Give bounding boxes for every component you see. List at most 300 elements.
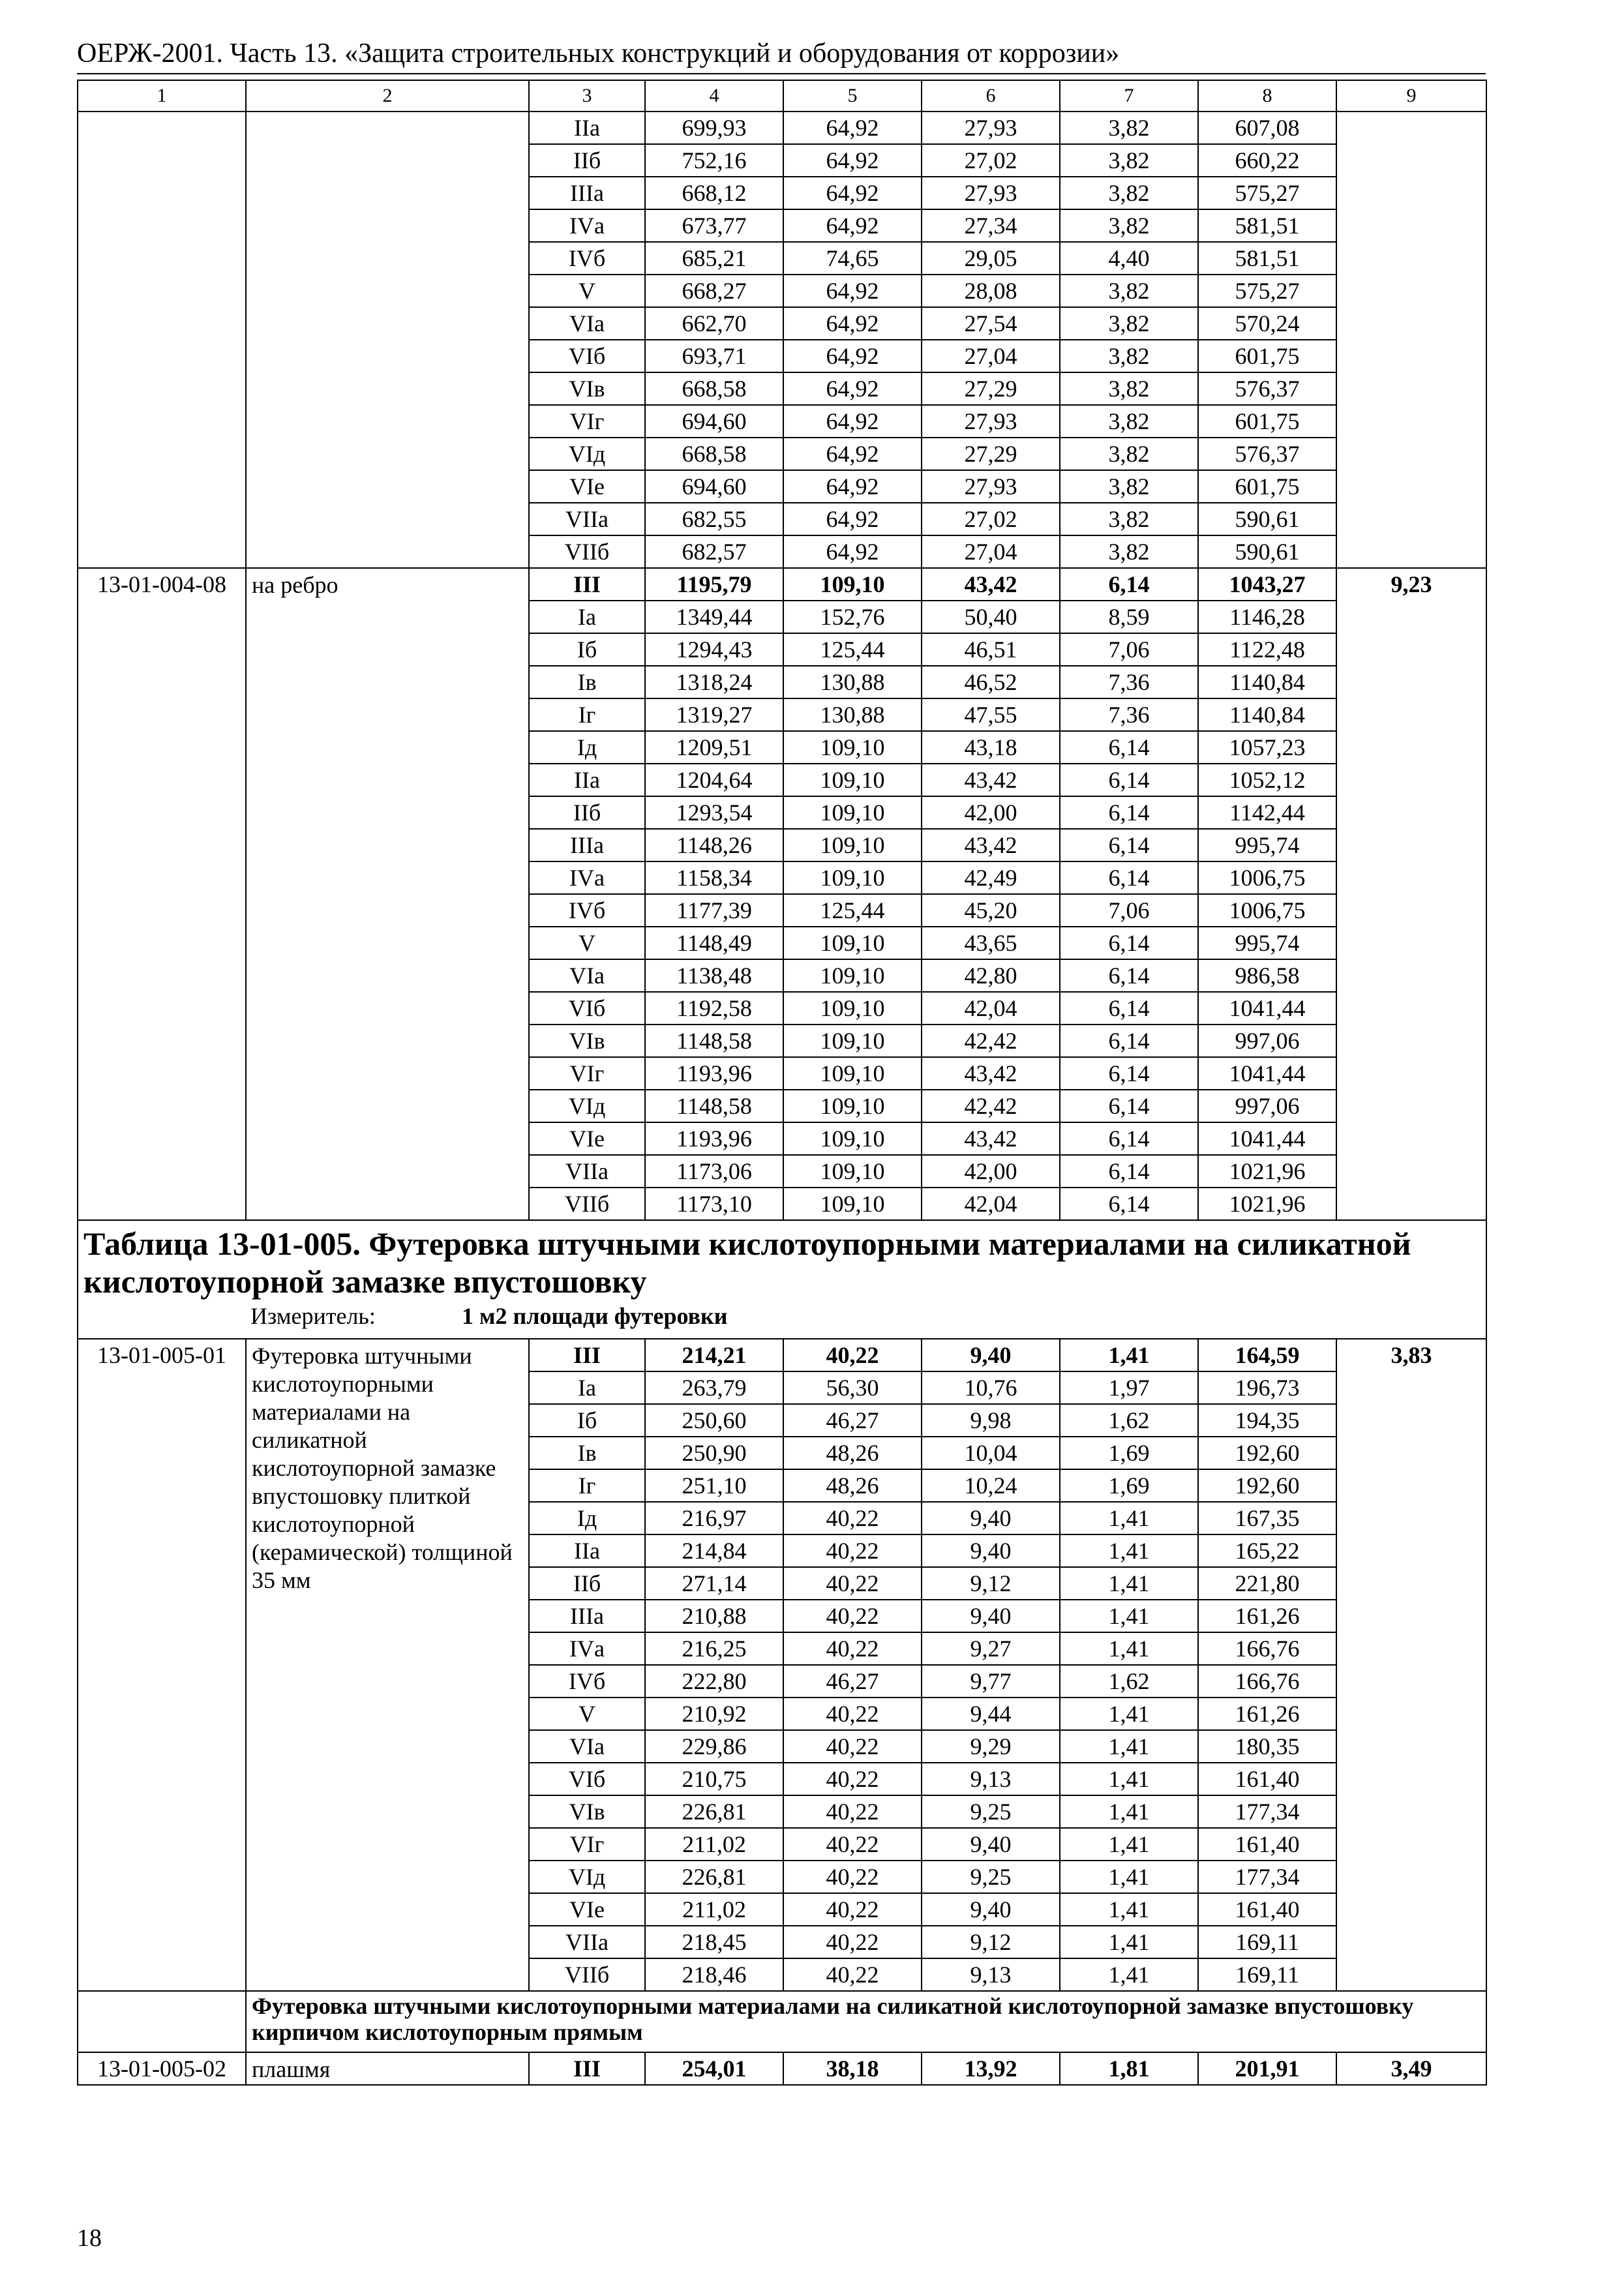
value-cell: 1148,49: [645, 927, 783, 959]
value-cell: 6,14: [1060, 1155, 1198, 1188]
value-cell: 45,20: [922, 894, 1060, 927]
value-cell: 9,40: [922, 1600, 1060, 1632]
value-cell: 1142,44: [1198, 796, 1336, 829]
value-cell: 221,80: [1198, 1567, 1336, 1600]
zone-cell: V: [529, 1698, 645, 1730]
table-title-cell: [78, 1220, 1486, 1339]
value-cell: 1293,54: [645, 796, 783, 829]
value-cell: 1140,84: [1198, 698, 1336, 731]
value-cell: 4,40: [1060, 242, 1198, 275]
zone-cell: IVб: [529, 242, 645, 275]
value-cell: 42,00: [922, 796, 1060, 829]
column-numbers-row: [78, 80, 1486, 112]
value-cell: 694,60: [645, 470, 783, 503]
value-cell: 570,24: [1198, 307, 1336, 340]
value-cell: 40,22: [783, 1926, 922, 1958]
value-cell: 161,26: [1198, 1698, 1336, 1730]
value-cell: 40,22: [783, 1567, 922, 1600]
value-cell: 3,82: [1060, 438, 1198, 470]
column-number: 7: [1060, 80, 1198, 112]
value-cell: 3,82: [1060, 535, 1198, 568]
value-cell: 42,04: [922, 992, 1060, 1025]
value-cell: 192,60: [1198, 1469, 1336, 1502]
value-cell: 43,65: [922, 927, 1060, 959]
value-cell: 9,40: [922, 1893, 1060, 1926]
value-cell: 74,65: [783, 242, 922, 275]
value-cell: 1006,75: [1198, 894, 1336, 927]
value-cell: 8,59: [1060, 601, 1198, 633]
value-cell: 222,80: [645, 1665, 783, 1698]
value-cell: 693,71: [645, 340, 783, 372]
value-cell: 42,42: [922, 1090, 1060, 1122]
zone-cell: VIд: [529, 438, 645, 470]
value-cell: 109,10: [783, 764, 922, 796]
value-cell: 201,91: [1198, 2052, 1336, 2085]
value-cell: 229,86: [645, 1730, 783, 1763]
value-cell: 50,40: [922, 601, 1060, 633]
value-cell: 1041,44: [1198, 1122, 1336, 1155]
value-cell: 214,84: [645, 1534, 783, 1567]
value-cell: 27,54: [922, 307, 1060, 340]
coefficient-cell: [1336, 112, 1486, 568]
value-cell: 64,92: [783, 503, 922, 535]
value-cell: 27,34: [922, 209, 1060, 242]
value-cell: 662,70: [645, 307, 783, 340]
value-cell: 40,22: [783, 1339, 922, 1371]
value-cell: 6,14: [1060, 927, 1198, 959]
value-cell: 263,79: [645, 1371, 783, 1404]
value-cell: 64,92: [783, 112, 922, 144]
value-cell: 1,41: [1060, 1730, 1198, 1763]
value-cell: 1,41: [1060, 1534, 1198, 1567]
value-cell: 7,36: [1060, 666, 1198, 698]
value-cell: 9,29: [922, 1730, 1060, 1763]
table-row: [78, 2052, 1486, 2085]
value-cell: 9,98: [922, 1404, 1060, 1437]
value-cell: 1192,58: [645, 992, 783, 1025]
value-cell: 56,30: [783, 1371, 922, 1404]
value-cell: 169,11: [1198, 1926, 1336, 1958]
value-cell: 6,14: [1060, 992, 1198, 1025]
value-cell: 581,51: [1198, 242, 1336, 275]
value-cell: 109,10: [783, 1155, 922, 1188]
zone-cell: VIг: [529, 1057, 645, 1090]
table-row: [78, 1339, 1486, 1371]
value-cell: 1148,58: [645, 1025, 783, 1057]
zone-cell: VIв: [529, 372, 645, 405]
value-cell: 216,97: [645, 1502, 783, 1534]
value-cell: 1349,44: [645, 601, 783, 633]
value-cell: 1041,44: [1198, 1057, 1336, 1090]
value-cell: 3,82: [1060, 144, 1198, 177]
column-number: 2: [246, 80, 529, 112]
value-cell: 125,44: [783, 633, 922, 666]
value-cell: 6,14: [1060, 1090, 1198, 1122]
value-cell: 64,92: [783, 470, 922, 503]
value-cell: 251,10: [645, 1469, 783, 1502]
value-cell: 27,93: [922, 405, 1060, 438]
value-cell: 1195,79: [645, 568, 783, 601]
value-cell: 3,82: [1060, 503, 1198, 535]
value-cell: 180,35: [1198, 1730, 1336, 1763]
value-cell: 1,41: [1060, 1502, 1198, 1534]
zone-cell: VIб: [529, 1763, 645, 1795]
value-cell: 165,22: [1198, 1534, 1336, 1567]
value-cell: 164,59: [1198, 1339, 1336, 1371]
value-cell: 40,22: [783, 1632, 922, 1665]
value-cell: 161,40: [1198, 1763, 1336, 1795]
value-cell: 109,10: [783, 796, 922, 829]
value-cell: 1193,96: [645, 1122, 783, 1155]
value-cell: 48,26: [783, 1437, 922, 1469]
unit-line: [250, 1302, 1481, 1330]
coefficient-cell: 9,23: [1336, 568, 1486, 1220]
value-cell: 226,81: [645, 1795, 783, 1828]
value-cell: 10,04: [922, 1437, 1060, 1469]
value-cell: 682,57: [645, 535, 783, 568]
zone-cell: IIа: [529, 764, 645, 796]
value-cell: 194,35: [1198, 1404, 1336, 1437]
value-cell: 40,22: [783, 1861, 922, 1893]
value-cell: 668,12: [645, 177, 783, 209]
zone-cell: IVа: [529, 1632, 645, 1665]
value-cell: 109,10: [783, 731, 922, 764]
value-cell: 1177,39: [645, 894, 783, 927]
value-cell: 1,69: [1060, 1469, 1198, 1502]
value-cell: 9,40: [922, 1534, 1060, 1567]
zone-cell: Iв: [529, 666, 645, 698]
value-cell: 660,22: [1198, 144, 1336, 177]
unit-value: 1 м2 площади футеровки: [462, 1303, 728, 1329]
value-cell: 177,34: [1198, 1795, 1336, 1828]
value-cell: 986,58: [1198, 959, 1336, 992]
value-cell: 109,10: [783, 829, 922, 861]
zone-cell: III: [529, 568, 645, 601]
value-cell: 1122,48: [1198, 633, 1336, 666]
value-cell: 1,41: [1060, 1600, 1198, 1632]
document-header: ОЕРЖ-2001. Часть 13. «Защита строительных конструкций и оборудования от коррозии»: [77, 38, 1120, 68]
value-cell: 40,22: [783, 1893, 922, 1926]
value-cell: 1052,12: [1198, 764, 1336, 796]
value-cell: 218,46: [645, 1958, 783, 1991]
value-cell: 607,08: [1198, 112, 1336, 144]
value-cell: 9,13: [922, 1958, 1060, 1991]
column-number: 4: [645, 80, 783, 112]
zone-cell: Iд: [529, 731, 645, 764]
value-cell: 6,14: [1060, 1122, 1198, 1155]
value-cell: 38,18: [783, 2052, 922, 2085]
value-cell: 1,41: [1060, 1861, 1198, 1893]
value-cell: 10,76: [922, 1371, 1060, 1404]
value-cell: 214,21: [645, 1339, 783, 1371]
table-title: Таблица 13-01-005. Футеровка штучными кислотоупорными материалами на силикатной кислотоупорной замазке впустошовку: [83, 1225, 1411, 1300]
value-cell: 997,06: [1198, 1025, 1336, 1057]
value-cell: 211,02: [645, 1828, 783, 1861]
zone-cell: IIIа: [529, 829, 645, 861]
value-cell: 668,27: [645, 275, 783, 307]
value-cell: 40,22: [783, 1730, 922, 1763]
zone-cell: VIд: [529, 1090, 645, 1122]
value-cell: 27,02: [922, 503, 1060, 535]
value-cell: 590,61: [1198, 535, 1336, 568]
value-cell: 27,29: [922, 372, 1060, 405]
value-cell: 9,27: [922, 1632, 1060, 1665]
value-cell: 211,02: [645, 1893, 783, 1926]
value-cell: 6,14: [1060, 764, 1198, 796]
value-cell: 1204,64: [645, 764, 783, 796]
zone-cell: Iд: [529, 1502, 645, 1534]
value-cell: 9,77: [922, 1665, 1060, 1698]
column-number: 9: [1336, 80, 1486, 112]
value-cell: 109,10: [783, 1025, 922, 1057]
value-cell: 109,10: [783, 992, 922, 1025]
zone-cell: VIб: [529, 340, 645, 372]
value-cell: 6,14: [1060, 568, 1198, 601]
zone-cell: VIе: [529, 470, 645, 503]
value-cell: 43,18: [922, 731, 1060, 764]
value-cell: 43,42: [922, 829, 1060, 861]
zone-cell: IIб: [529, 144, 645, 177]
value-cell: 1319,27: [645, 698, 783, 731]
value-cell: 3,82: [1060, 177, 1198, 209]
value-cell: 250,90: [645, 1437, 783, 1469]
value-cell: 1,41: [1060, 1795, 1198, 1828]
zone-cell: III: [529, 1339, 645, 1371]
value-cell: 40,22: [783, 1600, 922, 1632]
value-cell: 1146,28: [1198, 601, 1336, 633]
coefficient-cell: 3,49: [1336, 2052, 1486, 2085]
value-cell: 10,24: [922, 1469, 1060, 1502]
value-cell: 1148,58: [645, 1090, 783, 1122]
value-cell: 40,22: [783, 1795, 922, 1828]
value-cell: 9,44: [922, 1698, 1060, 1730]
value-cell: 1021,96: [1198, 1155, 1336, 1188]
value-cell: 64,92: [783, 275, 922, 307]
value-cell: 42,42: [922, 1025, 1060, 1057]
zone-cell: VIе: [529, 1893, 645, 1926]
value-cell: 27,04: [922, 535, 1060, 568]
zone-cell: VIв: [529, 1025, 645, 1057]
value-cell: 210,88: [645, 1600, 783, 1632]
zone-cell: VIIа: [529, 503, 645, 535]
value-cell: 27,29: [922, 438, 1060, 470]
value-cell: 40,22: [783, 1502, 922, 1534]
rate-description: на ребро: [246, 568, 529, 1220]
value-cell: 601,75: [1198, 405, 1336, 438]
value-cell: 3,82: [1060, 340, 1198, 372]
value-cell: 109,10: [783, 927, 922, 959]
value-cell: 109,10: [783, 1090, 922, 1122]
value-cell: 1,41: [1060, 1632, 1198, 1665]
value-cell: 27,04: [922, 340, 1060, 372]
zone-cell: IVб: [529, 1665, 645, 1698]
zone-cell: IIб: [529, 796, 645, 829]
zone-cell: VIа: [529, 307, 645, 340]
value-cell: 3,82: [1060, 112, 1198, 144]
value-cell: 575,27: [1198, 275, 1336, 307]
value-cell: 3,82: [1060, 275, 1198, 307]
value-cell: 64,92: [783, 177, 922, 209]
column-number: 6: [922, 80, 1060, 112]
value-cell: 6,14: [1060, 1188, 1198, 1220]
value-cell: 576,37: [1198, 372, 1336, 405]
value-cell: 46,27: [783, 1404, 922, 1437]
value-cell: 581,51: [1198, 209, 1336, 242]
value-cell: 1294,43: [645, 633, 783, 666]
value-cell: 27,93: [922, 177, 1060, 209]
value-cell: 167,35: [1198, 1502, 1336, 1534]
value-cell: 575,27: [1198, 177, 1336, 209]
table-row: [78, 568, 1486, 601]
value-cell: 1148,26: [645, 829, 783, 861]
zone-cell: IIIа: [529, 1600, 645, 1632]
value-cell: 995,74: [1198, 829, 1336, 861]
value-cell: 64,92: [783, 307, 922, 340]
value-cell: 7,06: [1060, 633, 1198, 666]
value-cell: 997,06: [1198, 1090, 1336, 1122]
value-cell: 1209,51: [645, 731, 783, 764]
value-cell: 1,41: [1060, 1958, 1198, 1991]
value-cell: 169,11: [1198, 1958, 1336, 1991]
zone-cell: V: [529, 927, 645, 959]
rate-code: 13-01-004-08: [78, 568, 246, 1220]
value-cell: 995,74: [1198, 927, 1336, 959]
zone-cell: III: [529, 2052, 645, 2085]
value-cell: 109,10: [783, 1122, 922, 1155]
value-cell: 218,45: [645, 1926, 783, 1958]
value-cell: 1318,24: [645, 666, 783, 698]
value-cell: 48,26: [783, 1469, 922, 1502]
value-cell: 9,25: [922, 1861, 1060, 1893]
value-cell: 6,14: [1060, 829, 1198, 861]
zone-cell: IIIа: [529, 177, 645, 209]
value-cell: 210,92: [645, 1698, 783, 1730]
subheading-row: [78, 1991, 1486, 2052]
value-cell: 109,10: [783, 861, 922, 894]
value-cell: 43,42: [922, 1122, 1060, 1155]
column-number: 1: [78, 80, 246, 112]
value-cell: 6,14: [1060, 959, 1198, 992]
value-cell: 177,34: [1198, 1861, 1336, 1893]
value-cell: 43,42: [922, 764, 1060, 796]
zone-cell: Iа: [529, 1371, 645, 1404]
value-cell: 152,76: [783, 601, 922, 633]
zone-cell: VIа: [529, 1730, 645, 1763]
value-cell: 161,40: [1198, 1893, 1336, 1926]
value-cell: 1173,06: [645, 1155, 783, 1188]
value-cell: 196,73: [1198, 1371, 1336, 1404]
value-cell: 576,37: [1198, 438, 1336, 470]
value-cell: 1,41: [1060, 1339, 1198, 1371]
value-cell: 6,14: [1060, 861, 1198, 894]
value-cell: 47,55: [922, 698, 1060, 731]
zone-cell: Iб: [529, 633, 645, 666]
value-cell: 7,06: [1060, 894, 1198, 927]
rate-code: [78, 112, 246, 568]
value-cell: 1,41: [1060, 1567, 1198, 1600]
value-cell: 64,92: [783, 405, 922, 438]
value-cell: 694,60: [645, 405, 783, 438]
value-cell: 46,52: [922, 666, 1060, 698]
value-cell: 64,92: [783, 209, 922, 242]
table-title-row: [78, 1220, 1486, 1339]
value-cell: 40,22: [783, 1763, 922, 1795]
unit-label: Измеритель:: [250, 1303, 376, 1329]
value-cell: 1,41: [1060, 1893, 1198, 1926]
zone-cell: Iг: [529, 698, 645, 731]
value-cell: 3,82: [1060, 372, 1198, 405]
value-cell: 161,40: [1198, 1828, 1336, 1861]
value-cell: 3,82: [1060, 307, 1198, 340]
value-cell: 64,92: [783, 340, 922, 372]
zone-cell: IVа: [529, 209, 645, 242]
value-cell: 6,14: [1060, 1057, 1198, 1090]
value-cell: 27,93: [922, 470, 1060, 503]
value-cell: 130,88: [783, 698, 922, 731]
zone-cell: IIа: [529, 1534, 645, 1567]
column-number: 8: [1198, 80, 1336, 112]
zone-cell: VIIб: [529, 1188, 645, 1220]
header-divider: [77, 73, 1486, 74]
rate-description: Футеровка штучными кислотоупорными материалами на силикатной кислотоупорной замазке впустошовку плиткой кислотоупорной (керамической) толщиной 35 мм: [246, 1339, 529, 1991]
value-cell: 109,10: [783, 568, 922, 601]
value-cell: 3,82: [1060, 209, 1198, 242]
value-cell: 125,44: [783, 894, 922, 927]
value-cell: 40,22: [783, 1534, 922, 1567]
value-cell: 64,92: [783, 372, 922, 405]
value-cell: 6,14: [1060, 796, 1198, 829]
value-cell: 42,04: [922, 1188, 1060, 1220]
zone-cell: VIIб: [529, 535, 645, 568]
value-cell: 590,61: [1198, 503, 1336, 535]
value-cell: 28,08: [922, 275, 1060, 307]
value-cell: 13,92: [922, 2052, 1060, 2085]
value-cell: 7,36: [1060, 698, 1198, 731]
empty-cell: [78, 1991, 246, 2052]
value-cell: 9,25: [922, 1795, 1060, 1828]
value-cell: 109,10: [783, 1188, 922, 1220]
subheading: Футеровка штучными кислотоупорными материалами на силикатной кислотоупорной замазке впустошовку кирпичом кислотоупорным прямым: [246, 1991, 1486, 2052]
value-cell: 1021,96: [1198, 1188, 1336, 1220]
table-row: [78, 112, 1486, 144]
value-cell: 1057,23: [1198, 731, 1336, 764]
column-number: 5: [783, 80, 922, 112]
value-cell: 210,75: [645, 1763, 783, 1795]
value-cell: 43,42: [922, 568, 1060, 601]
value-cell: 46,27: [783, 1665, 922, 1698]
value-cell: 9,40: [922, 1502, 1060, 1534]
rates-table: [77, 80, 1487, 2086]
zone-cell: Iг: [529, 1469, 645, 1502]
value-cell: 9,13: [922, 1763, 1060, 1795]
rate-code: 13-01-005-01: [78, 1339, 246, 1991]
rate-description: плашмя: [246, 2052, 529, 2085]
value-cell: 254,01: [645, 2052, 783, 2085]
value-cell: 1,41: [1060, 1828, 1198, 1861]
value-cell: 6,14: [1060, 731, 1198, 764]
value-cell: 9,12: [922, 1926, 1060, 1958]
value-cell: 161,26: [1198, 1600, 1336, 1632]
value-cell: 192,60: [1198, 1437, 1336, 1469]
value-cell: 1193,96: [645, 1057, 783, 1090]
value-cell: 668,58: [645, 372, 783, 405]
value-cell: 9,12: [922, 1567, 1060, 1600]
value-cell: 673,77: [645, 209, 783, 242]
zone-cell: IIа: [529, 112, 645, 144]
value-cell: 1138,48: [645, 959, 783, 992]
value-cell: 1,41: [1060, 1926, 1198, 1958]
zone-cell: VIг: [529, 405, 645, 438]
